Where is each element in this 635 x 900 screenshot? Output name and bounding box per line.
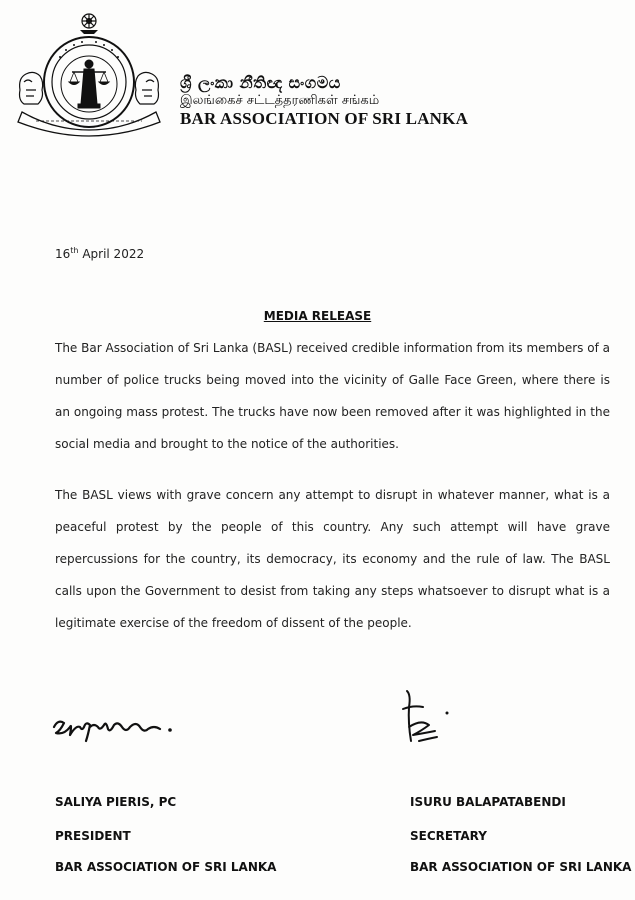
bar-association-crest-icon <box>14 12 164 137</box>
org-name-sinhala: ශ්‍රී ලංකා නීතිඥ සංගමය <box>180 73 341 92</box>
secretary-signature-icon <box>393 683 463 753</box>
president-signature-icon <box>50 705 180 745</box>
president-organization: BAR ASSOCIATION OF SRI LANKA <box>55 860 277 874</box>
date-month-year: April 2022 <box>78 247 145 261</box>
document-heading: MEDIA RELEASE <box>263 309 372 323</box>
release-date <box>55 246 144 261</box>
secretary-organization: BAR ASSOCIATION OF SRI LANKA <box>410 860 632 874</box>
body-paragraph-2: The BASL views with grave concern any attempt to disrupt in whatever manner, what is a peaceful protest by the people of this country. Any such attempt will have grave repercussions for the country, its democracy, its economy and the rule of law. The BASL calls upon the Government to desist from taking any steps whatsoever to disrupt what is a legitimate exercise of the freedom of dissent of the people. <box>55 488 610 630</box>
secretary-name: ISURU BALAPATABENDI <box>410 795 566 809</box>
president-title: PRESIDENT <box>55 829 131 843</box>
date-suffix: th <box>70 246 79 255</box>
org-name-english: BAR ASSOCIATION OF SRI LANKA <box>180 109 469 128</box>
organization-names <box>180 74 468 129</box>
date-day: 16 <box>55 247 71 261</box>
org-name-tamil: இலங்கைச் சட்டத்தரணிகள் சங்கம் <box>180 93 380 108</box>
secretary-title: SECRETARY <box>410 829 487 843</box>
body-paragraph-1: The Bar Association of Sri Lanka (BASL) received credible information from its members of a number of police trucks being moved into the vicinity of Galle Face Green, where there is an ongoing mass protest. The trucks have now been removed after it was highlighted in the social media and brought to the notice of the authorities. <box>55 341 610 451</box>
president-name: SALIYA PIERIS, PC <box>55 795 177 809</box>
letterhead <box>14 12 624 137</box>
